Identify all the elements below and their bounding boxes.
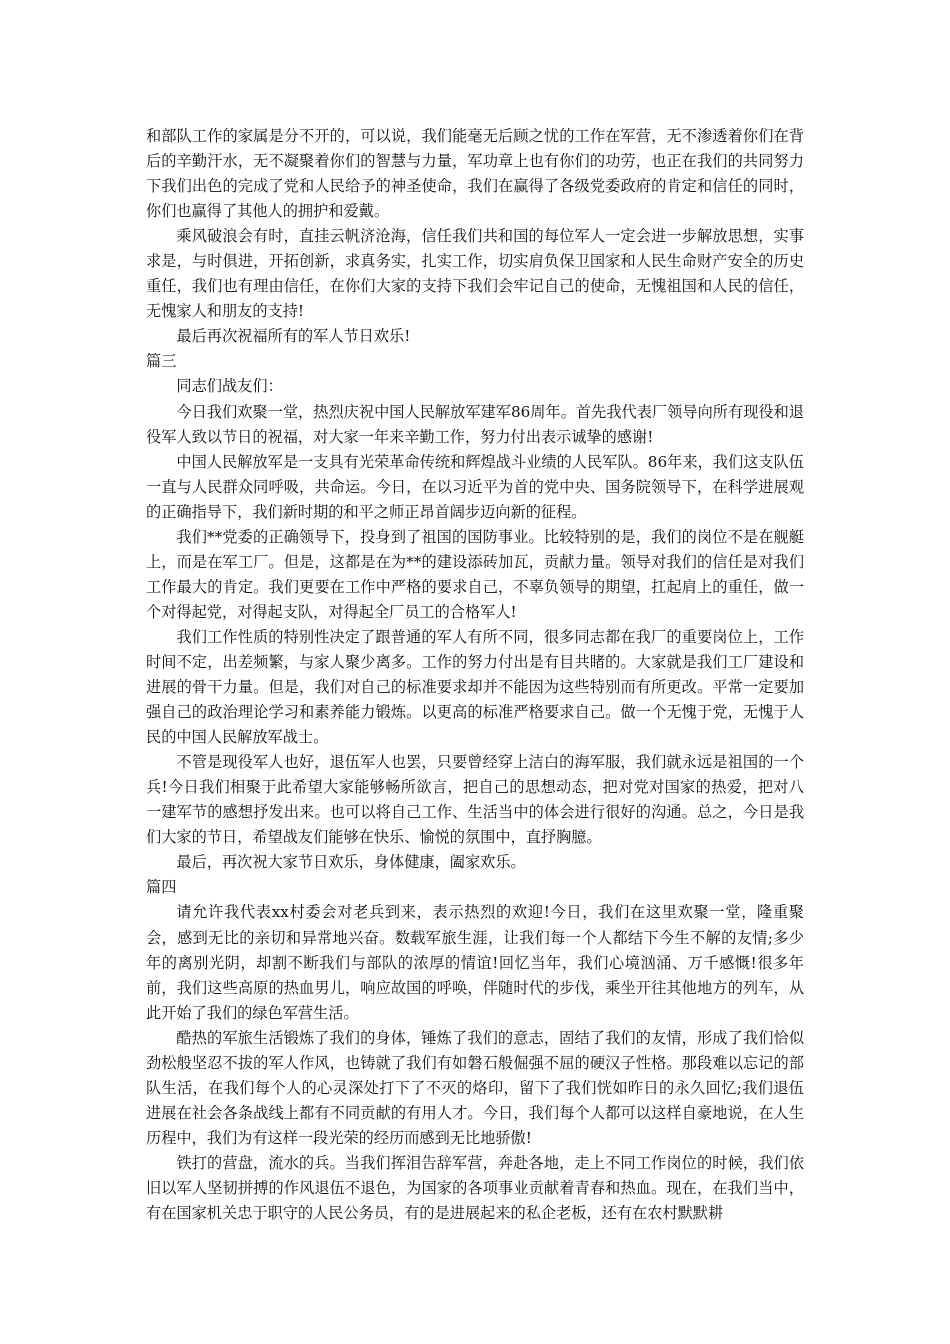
paragraph: 我们**党委的正确领导下，投身到了祖国的国防事业。比较特别的是，我们的岗位不是在舰艇上，而是在军工厂。但是，这都是在为**的建设添砖加瓦，贡献力量。领导对我们的信任是对我们工作最大的肯定。我们更要在工作中严格的要求自己，不辜负领导的期望，扛起肩上的重任，做一个对得起党，对得起支队，对得起全厂员工的合格军人! xyxy=(146,527,804,621)
paragraph: 我们工作性质的特别性决定了跟普通的军人有所不同，很多同志都在我厂的重要岗位上，工作时间不定，出差频繁，与家人聚少离多。工作的努力付出是有目共睹的。大家就是我们工厂建设和进展的骨干力量。但是，我们对自己的标准要求却并不能因为这些特别而有所更改。平常一定要加强自己的政治理论学习和素养能力锻炼。以更高的标准严格要求自己。做一个无愧于党，无愧于人民的中国人民解放军战士。 xyxy=(146,627,804,747)
paragraph: 不管是现役军人也好，退伍军人也罢，只要曾经穿上洁白的海军服，我们就永远是祖国的一个兵!今日我们相聚于此希望大家能够畅所欲言，把自己的思想动态，把对党对国家的热爱，把对八一建军节的感想抒发出来。也可以将自己工作、生活当中的体会进行很好的沟通。总之，今日是我们大家的节日，希望战友们能够在快乐、愉悦的氛围中，直抒胸臆。 xyxy=(146,753,804,847)
paragraph-salutation: 同志们战友们： xyxy=(176,377,283,396)
paragraph: 乘风破浪会有时，直挂云帆济沧海，信任我们共和国的每位军人一定会进一步解放思想，实事求是，与时俱进，开拓创新，求真务实，扎实工作，切实肩负保卫国家和人民生命财产安全的历史重任，我们也有理由信任，在你们大家的支持下我们会牢记自己的使命，无愧祖国和人民的信任，无愧家人和朋友的支持! xyxy=(146,227,804,321)
document-body xyxy=(146,124,804,1226)
paragraph: 请允许我代表xx村委会对老兵到来，表示热烈的欢迎!今日，我们在这里欢聚一堂，隆重聚会，感到无比的亲切和异常地兴奋。数载军旅生涯，让我们每一个人都结下今生不解的友情;多少年的离别光阴，却割不断我们与部队的浓厚的情谊!回忆当年，我们心境汹涌、万千感慨!很多年前，我们这些高原的热血男儿，响应故国的呼唤，伴随时代的步伐，乘坐开往其他地方的列车，从此开始了我们的绿色军营生活。 xyxy=(146,903,804,1022)
paragraph: 中国人民解放军是一支具有光荣革命传统和辉煌战斗业绩的人民军队。86年来，我们这支队伍一直与人民群众同呼吸，共命运。今日，在以习近平为首的党中央、国务院领导下，在科学进展观的正确指导下，我们新时期的和平之师正昂首阔步迈向新的征程。 xyxy=(146,452,804,521)
section-heading: 篇三 xyxy=(146,352,177,371)
paragraph: 铁打的营盘，流水的兵。当我们挥泪告辞军营，奔赴各地，走上不同工作岗位的时候，我们依旧以军人坚韧拼搏的作风退伍不退色，为国家的各项事业贡献着青春和热血。现在，在我们当中，有在国家机关忠于职守的人民公务员，有的是进展起来的私企老板，还有在农村默默耕 xyxy=(146,1153,804,1223)
paragraph: 最后，再次祝大家节日欢乐，身体健康，阖家欢乐。 xyxy=(176,853,526,872)
paragraph: 酷热的军旅生活锻炼了我们的身体，锤炼了我们的意志，固结了我们的友情，形成了我们恰似劲松般坚忍不拔的军人作风，也铸就了我们有如磐石般倔强不屈的硬汉子性格。那段难以忘记的部队生活，在我们每个人的心灵深处打下了不灭的烙印，留下了我们恍如昨日的永久回忆;我们退伍进展在社会各条战线上都有不同贡献的有用人才。今日，我们每个人都可以这样自豪地说，在人生历程中，我们为有这样一段光荣的经历而感到无比地骄傲! xyxy=(146,1028,804,1147)
paragraph: 今日我们欢聚一堂，热烈庆祝中国人民解放军建军86周年。首先我代表厂领导向所有现役和退役军人致以节日的祝福，对大家一年来辛勤工作，努力付出表示诚挚的感谢! xyxy=(146,402,804,446)
paragraph: 最后再次祝福所有的军人节日欢乐! xyxy=(176,327,411,346)
section-heading: 篇四 xyxy=(146,878,177,897)
paragraph-continuation: 和部队工作的家属是分不开的，可以说，我们能毫无后顾之忧的工作在军营，无不渗透着你们在背后的辛勤汗水，无不凝聚着你们的智慧与力量，军功章上也有你们的功劳，也正在我们的共同努力下我们出色的完成了党和人民给予的神圣使命，我们在赢得了各级党委政府的肯定和信任的同时，你们也赢得了其他人的拥护和爱戴。 xyxy=(146,127,804,221)
